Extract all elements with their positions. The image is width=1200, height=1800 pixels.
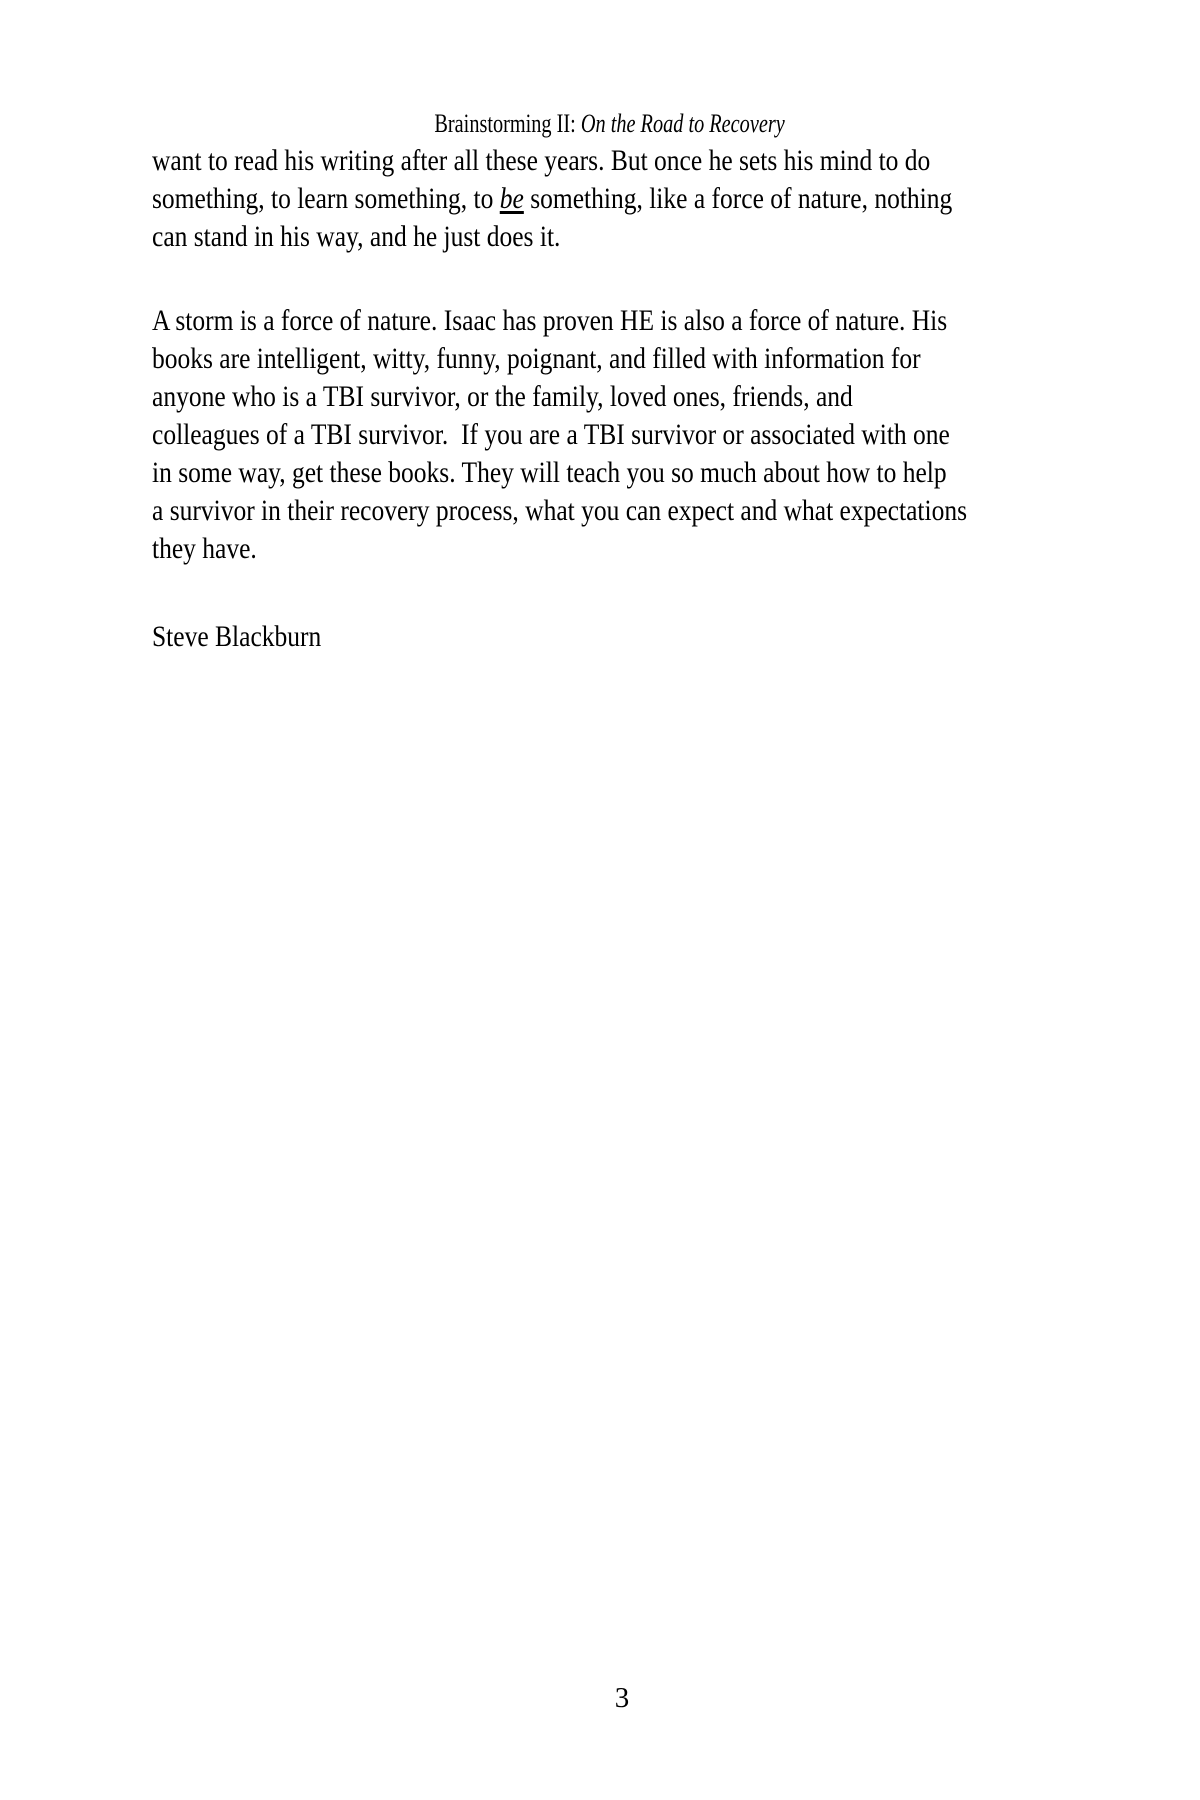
text-line: in some way, get these books. They will teach you so much about how to help [152, 456, 947, 489]
text-line: they have. [152, 532, 257, 565]
signature-paragraph [152, 618, 1112, 656]
text-line: A storm is a force of nature. Isaac has proven HE is also a force of nature. His [152, 304, 948, 337]
paragraph-1 [152, 142, 1112, 256]
paragraph-2 [152, 302, 1112, 568]
text-line: want to read his writing after all these years. But once he sets his mind to do [152, 144, 931, 177]
page-number: 3 [614, 1682, 630, 1714]
running-header-text [435, 108, 785, 140]
body-text [152, 142, 1112, 656]
header-subtitle: On the Road to Recovery [581, 109, 786, 138]
text-line: books are intelligent, witty, funny, poignant, and filled with information for [152, 342, 921, 375]
text-line [152, 180, 968, 218]
header-book-title: Brainstorming II: [434, 109, 582, 138]
signature-name: Steve Blackburn [152, 620, 322, 653]
text-segment: something, to learn something, to [152, 182, 500, 215]
text-segment: something, like a force of nature, nothing [523, 182, 953, 215]
text-line: a survivor in their recovery process, what you can expect and what expectations [152, 494, 968, 527]
text-line: anyone who is a TBI survivor, or the family, loved ones, friends, and [152, 380, 853, 413]
text-line: can stand in his way, and he just does it. [152, 220, 561, 253]
emphasized-word: be [499, 182, 524, 215]
text-line: colleagues of a TBI survivor. If you are a TBI survivor or associated with one [152, 418, 950, 451]
